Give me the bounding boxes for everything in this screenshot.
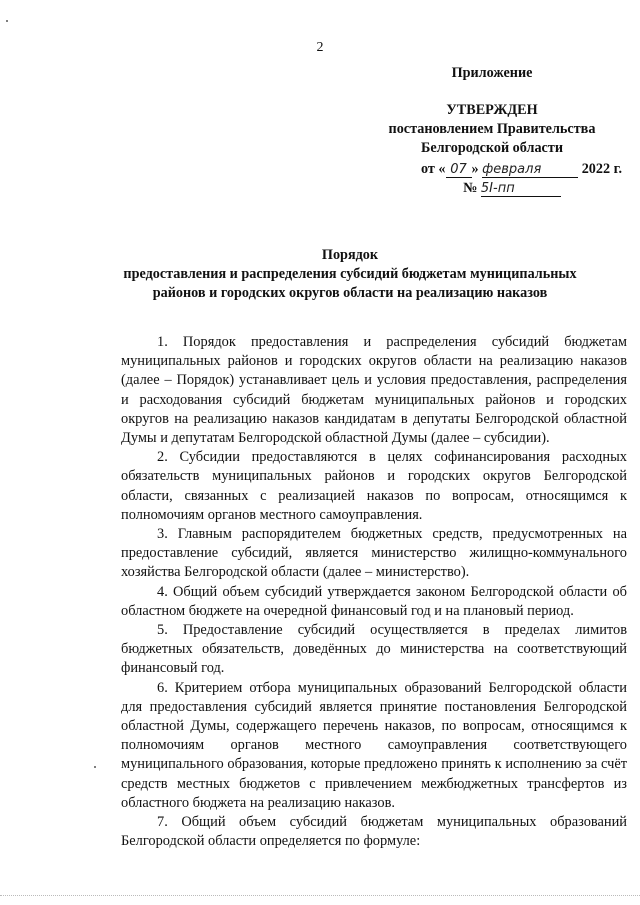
page-bottom-edge [0, 895, 640, 896]
title-line2: предоставления и распределения субсидий бюджетам муниципальных [123, 266, 577, 282]
number-prefix: № [463, 180, 478, 196]
approval-date [362, 160, 622, 179]
approval-block [362, 60, 622, 198]
approved-by-line2: Белгородской области [421, 140, 563, 156]
paragraph-2: 2. Субсидии предоставляются в целях софинансирования расходных обязательств муниципальных районов и городских округов Белгородской области, связанных с реализацией наказов по вопросам, относящимся к полномочиям органов местного самоуправления. [121, 449, 627, 523]
page-number: 2 [316, 40, 324, 55]
paragraph-1: 1. Порядок предоставления и распределения субсидий бюджетам муниципальных районов и городских округов области на реализацию наказов (далее – Порядок) устанавливает цель и условия предоставления, распределения и расходования субсидий бюджетам муниципальных районов и городских округов на реализацию наказов кандидатам в депутаты Белгородской областной Думы и депутатам Белгородской областной Думы (далее – субсидии). [121, 334, 627, 447]
document-body [121, 333, 627, 851]
paragraph-6: 6. Критерием отбора муниципальных образований Белгородской области для предоставления субсидий является принятие постановления Белгородской областной Думы, содержащего перечень наказов, по вопросам, относящимся к полномочиям органов местного самоуправления соответствующего муниципального образования, которые предложено принять к исполнению за счёт средств местных бюджетов с привлечением межбюджетных трансфертов из областного бюджета на реализацию наказов. [121, 679, 627, 811]
number-value: 5I-пп [481, 182, 561, 197]
date-prefix: от « [420, 161, 446, 177]
approved-by-line1: постановлением Правительства [388, 121, 596, 137]
appendix-label: Приложение [451, 65, 533, 81]
approval-number [402, 179, 622, 198]
paragraph-3: 3. Главным распорядителем бюджетных средств, предусмотренных на предоставление субсидий, является министерство жилищно-коммунального хозяйства Белгородской области (далее – министерство). [121, 526, 627, 581]
scan-speck [94, 766, 96, 768]
document-title [60, 246, 640, 303]
paragraph-5: 5. Предоставление субсидий осуществляется в пределах лимитов бюджетных обязательств, доведённых до министерства на соответствующий финансовый год. [121, 622, 627, 677]
date-month: февраля [482, 163, 578, 178]
date-year: 2022 г. [581, 161, 622, 177]
scan-speck [6, 20, 8, 22]
date-day: 07 [446, 163, 472, 178]
approved-label: УТВЕРЖДЕН [446, 102, 538, 118]
paragraph-7: 7. Общий объем субсидий бюджетам муниципальных образований Белгородской области определяется по формуле: [121, 814, 627, 850]
title-line1: Порядок [321, 247, 379, 263]
date-mid: » [471, 161, 483, 177]
title-line3: районов и городских округов области на реализацию наказов [152, 285, 548, 301]
paragraph-4: 4. Общий объем субсидий утверждается законом Белгородской области об областном бюджете на очередной финансовый год и на плановый период. [121, 583, 627, 619]
